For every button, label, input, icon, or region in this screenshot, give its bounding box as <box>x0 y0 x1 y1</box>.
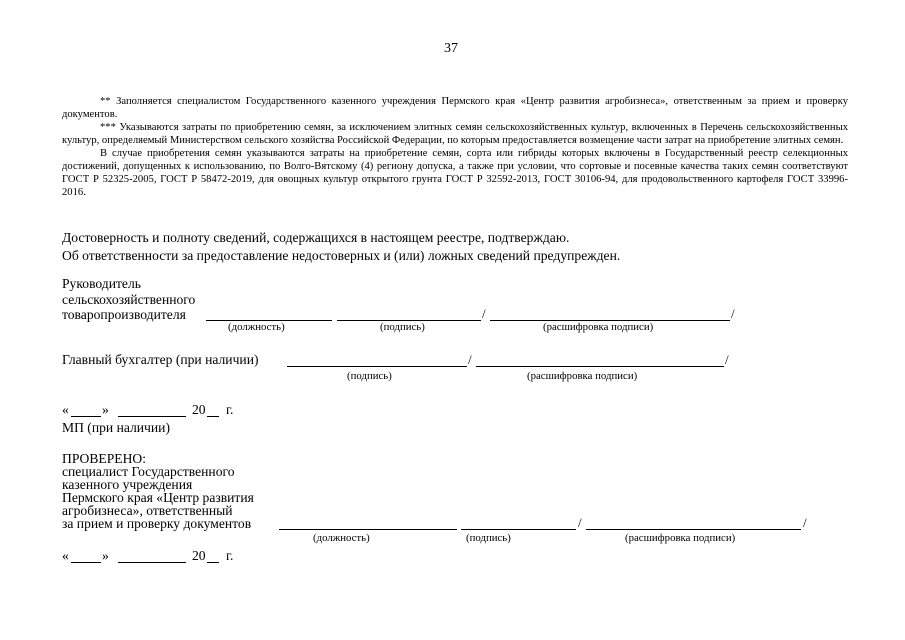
head-slash-right: / <box>731 306 735 321</box>
accountant-slash-left: / <box>468 352 472 367</box>
accountant-label: Главный бухгалтер (при наличии) <box>62 352 259 367</box>
footnote-double-star: ** Заполняется специалистом Государственного казенного учреждения Пермского края «Центр развития агробизнеса», ответственным за прием и проверку документов. <box>62 96 848 120</box>
checked-line-5: за прием и проверку документов <box>62 516 252 531</box>
date2-year-line[interactable] <box>207 562 219 563</box>
date1-day-line[interactable] <box>71 416 101 417</box>
date2-open-quote: « <box>62 548 69 563</box>
checked-line-1: специалист Государственного <box>62 464 235 479</box>
date1-year-line[interactable] <box>207 416 219 417</box>
certification-line-1: Достоверность и полноту сведений, содержащихся в настоящем реестре, подтверждаю. <box>62 230 570 245</box>
accountant-signature-line[interactable] <box>287 366 467 367</box>
head-caption-signature: (подпись) <box>380 321 425 333</box>
checked-slash-right: / <box>803 515 807 530</box>
head-caption-decoding: (расшифровка подписи) <box>543 321 654 333</box>
checked-caption-decoding: (расшифровка подписи) <box>625 532 736 544</box>
checked-slash-left: / <box>578 515 582 530</box>
checked-caption-signature: (подпись) <box>466 532 511 544</box>
checked-title: ПРОВЕРЕНО: <box>62 451 147 466</box>
checked-decoding-line[interactable] <box>586 529 801 530</box>
checked-line-3: Пермского края «Центр развития <box>62 490 254 505</box>
date1-year-prefix: 20 <box>192 402 206 417</box>
accountant-caption-signature: (подпись) <box>347 370 392 382</box>
stamp-label: МП (при наличии) <box>62 420 170 435</box>
accountant-decoding-line[interactable] <box>476 366 724 367</box>
head-label-1: Руководитель <box>62 276 141 291</box>
date1-close-quote: » <box>102 402 109 417</box>
date2-year-suffix: г. <box>226 548 234 563</box>
date2-year-prefix: 20 <box>192 548 206 563</box>
date1-month-line[interactable] <box>118 416 186 417</box>
checked-position-line[interactable] <box>279 529 457 530</box>
footnote-triple-star: *** Указываются затраты по приобретению семян, за исключением элитных семян сельскохозяйственных культур, включенных в Перечень сельскохозяйственных культур, определяемый Министерством сельского хозяйства Российской Федерации, по которым предоставляется возмещение части затрат на приобретение элитных семян. <box>62 122 848 146</box>
head-caption-position: (должность) <box>228 321 285 333</box>
footnote-seed-conditions: В случае приобретения семян указываются затраты на приобретение семян, сорта или гибриды которых включены в Государственный реестр селекционных достижений, допущенных к использованию, по Волго-Вятскому (4) региону допуска, а также при условии, что сортовые и посевные качества таких семян соответствуют ГОСТ Р 52325-2005, ГОСТ Р 58472-2019, для овощных культур открытого грунта ГОСТ Р 32592-2013, ГОСТ 30106-94, для продовольственного картофеля ГОСТ 33996-2016. <box>62 148 848 198</box>
page-number: 37 <box>444 41 458 56</box>
checked-signature-line[interactable] <box>461 529 576 530</box>
date1-open-quote: « <box>62 402 69 417</box>
checked-line-2: казенного учреждения <box>62 477 193 492</box>
head-label-2: сельскохозяйственного <box>62 292 196 307</box>
date2-month-line[interactable] <box>118 562 186 563</box>
date2-day-line[interactable] <box>71 562 101 563</box>
date2-close-quote: » <box>102 548 109 563</box>
head-slash-left: / <box>482 306 486 321</box>
accountant-caption-decoding: (расшифровка подписи) <box>527 370 638 382</box>
footnotes <box>62 95 848 199</box>
head-label-3: товаропроизводителя <box>62 307 186 322</box>
checked-caption-position: (должность) <box>313 532 370 544</box>
certification-line-2: Об ответственности за предоставление недостоверных и (или) ложных сведений предупрежден. <box>62 248 621 263</box>
accountant-slash-right: / <box>725 352 729 367</box>
checked-line-4: агробизнеса», ответственный <box>62 503 233 518</box>
date1-year-suffix: г. <box>226 402 234 417</box>
